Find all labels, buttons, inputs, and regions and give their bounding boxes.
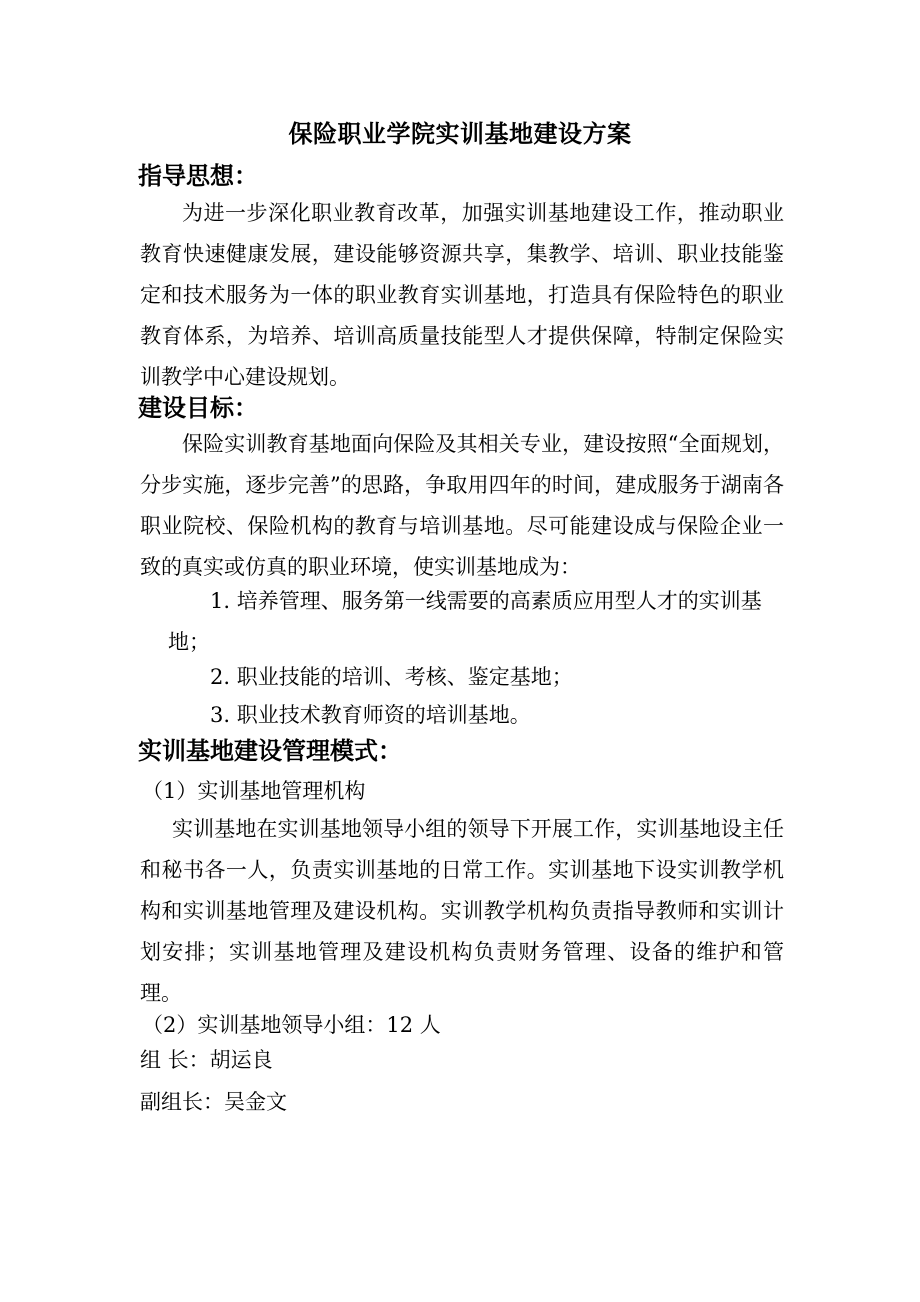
section-heading-goals: 建设目标： (138, 394, 258, 422)
management-subheading-1: （1）实训基地管理机构 (142, 779, 366, 803)
section-heading-management: 实训基地建设管理模式： (138, 737, 402, 765)
deputy-leader-line: 副组长：吴金文 (140, 1090, 287, 1114)
management-subheading-2: （2）实训基地领导小组：12 人 (142, 1013, 441, 1037)
goal-list-item-2: 2. 职业技能的培训、考核、鉴定基地； (210, 665, 573, 689)
management-paragraph: 实训基地在实训基地领导小组的领导下开展工作，实训基地设主任和秘书各一人，负责实训基地的日常工作。实训基地下设实训教学机构和实训基地管理及建设机构。实训教学机构负责指导教师和实训计划安排；实训基地管理及建设机构负责财务管理、设备的维护和管理。 (140, 817, 784, 1005)
goals-paragraph: 保险实训教育基地面向保险及其相关专业，建设按照“全面规划，分步实施，逐步完善”的思路，争取用四年的时间，建成服务于湖南各职业院校、保险机构的教育与培训基地。尽可能建设成与保险企业一致的真实或仿真的职业环境，使实训基地成为： (140, 432, 784, 579)
goal-list-item-3: 3. 职业技术教育师资的培训基地。 (210, 703, 531, 727)
document-title: 保险职业学院实训基地建设方案 (288, 120, 632, 148)
leader-line: 组 长：胡运良 (140, 1048, 273, 1072)
goal-list-item-1: 1. 培养管理、服务第一线需要的高素质应用型人才的实训基地； (168, 589, 762, 654)
section-heading-guiding: 指导思想： (138, 162, 258, 190)
guiding-paragraph: 为进一步深化职业教育改革，加强实训基地建设工作，推动职业教育快速健康发展，建设能够资源共享，集教学、培训、职业技能鉴定和技术服务为一体的职业教育实训基地，打造具有保险特色的职业教育体系，为培养、培训高质量技能型人才提供保障，特制定保险实训教学中心建设规划。 (140, 201, 784, 389)
